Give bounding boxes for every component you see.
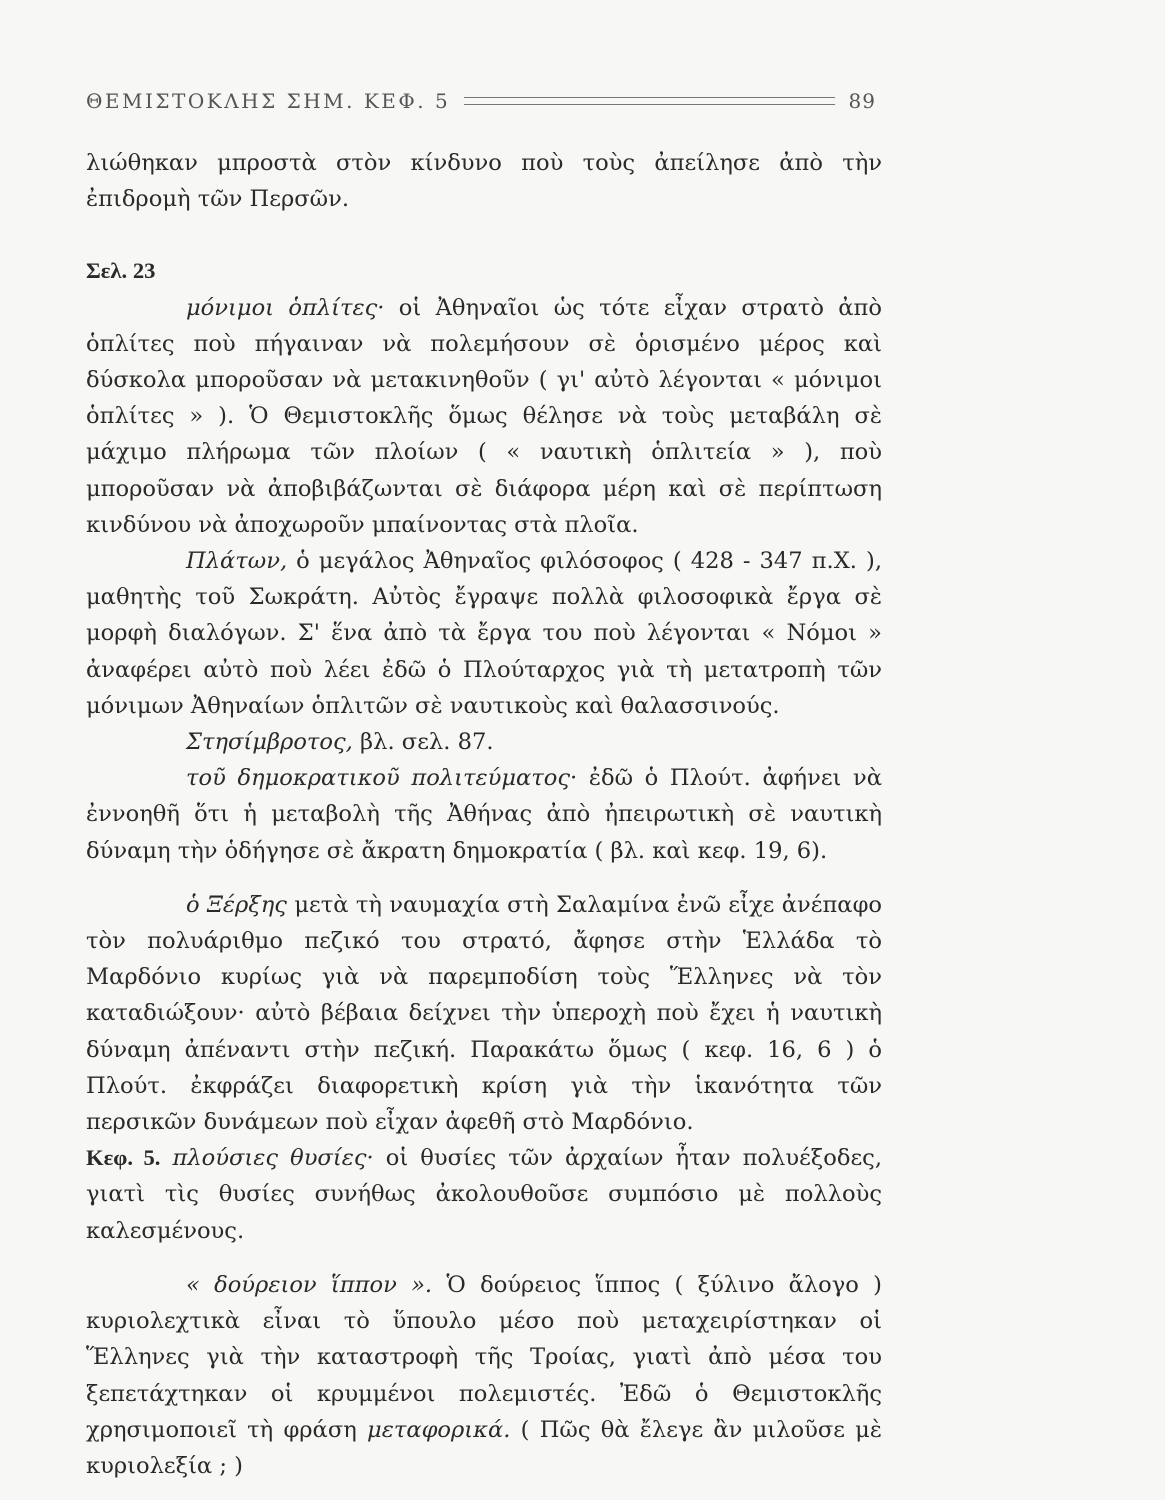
note-text: μετὰ τὴ ναυμαχία στὴ Σαλαμίνα ἐνῶ εἶχε ἀνέπαφο τὸν πολυάριθμο πεζικό του στρατό, ἄφησε στὴν Ἑλλάδα τὸ Μαρδόνιο κυρίως γιὰ νὰ παρεμποδίση τοὺς Ἕλληνες νὰ τὸν καταδιώξουν· αὐτὸ βέβαια δείχνει τὴν ὑπεροχὴ ποὺ ἔχει ἡ ναυτικὴ δύναμη ἀπέναντι στὴν πεζική. Παρακάτω ὅμως ( κεφ. 16, 6 ) ὁ Πλούτ. ἐκφράζει διαφορετικὴ κρίση γιὰ τὴν ἱκανότητα τῶν περσικῶν δυνάμεων ποὺ εἶχαν ἀφεθῆ στὸ Μαρδόνιο. (86, 891, 882, 1136)
lemma: μεταφορικά. (367, 1416, 511, 1443)
note-text: ( Πῶς θὰ ἔλεγε ἂν μιλοῦσε μὲ κυριολεξία ; ) (86, 1416, 882, 1479)
spacer (86, 869, 882, 887)
note-xerxes (86, 887, 882, 1140)
lemma: « δούρειον ἵππον ». (186, 1271, 433, 1298)
note-text: ἐδῶ ὁ Πλούτ. ἀφήνει νὰ ἐννοηθῆ ὅτι ἡ μεταβολὴ τῆς Ἀθήνας ἀπὸ ἠπειρωτικὴ σὲ ναυτικὴ δύναμη τὴν ὁδήγησε σὲ ἄκρατη δημοκρατία ( βλ. καὶ κεφ. 19, 6). (86, 765, 882, 864)
spacer (86, 1249, 882, 1267)
lemma: ὁ Ξέρξης (186, 891, 287, 918)
lemma: Πλάτων, (186, 548, 288, 575)
spacer (86, 217, 882, 253)
note-chapter-5-sacrifices (86, 1140, 882, 1249)
lemma: πλούσιες θυσίες· (160, 1145, 374, 1172)
note-text: οἱ θυσίες τῶν ἀρχαίων ἦταν πολυέξοδες, γιατὶ τὶς θυσίες συνήθως ἀκολουθοῦσε συμπόσιο μὲ πολλοὺς καλεσμένους. (86, 1145, 882, 1244)
note-stesimbrotos (86, 724, 882, 760)
paragraph-continued: λιώθηκαν μπροστὰ στὸν κίνδυνο ποὺ τοὺς ἀπείλησε ἀπὸ τὴν ἐπιδρομὴ τῶν Περσῶν. (86, 150, 882, 213)
note-text: βλ. σελ. 87. (352, 729, 494, 756)
chapter-heading-kef-5: Κεφ. 5. (86, 1145, 161, 1171)
lemma: μόνιμοι ὁπλίτες· (186, 294, 385, 321)
note-trojan-horse (86, 1267, 882, 1484)
note-text: Ὁ δούρειος ἵππος ( ξύλινο ἄλογο ) κυριολεχτικὰ εἶναι τὸ ὕπουλο μέσο ποὺ μεταχειρίστηκαν οἱ Ἕλληνες γιὰ τὴν καταστροφὴ τῆς Τροίας, γιατὶ ἀπὸ μέσα του ξεπετάχτηκαν οἱ κρυμμένοι πολεμιστές. Ἐδῶ ὁ Θεμιστοκλῆς χρησιμοποιεῖ τὴ φράση (86, 1271, 882, 1443)
running-title: ΘΕΜΙΣΤΟΚΛΗΣ ΣΗΜ. ΚΕΦ. 5 (86, 89, 451, 113)
note-text: ὁ μεγάλος Ἀθηναῖος φιλόσοφος ( 428 - 347 π.Χ. ), μαθητὴς τοῦ Σωκράτη. Αὐτὸς ἔγραψε πολλὰ φιλοσοφικὰ ἔργα σὲ μορφὴ διαλόγων. Σ' ἕνα ἀπὸ τὰ ἔργα του ποὺ λέγονται « Νόμοι » ἀναφέρει αὐτὸ ποὺ λέει ἐδῶ ὁ Πλούταρχος γιὰ τὴ μετατροπὴ τῶν μόνιμων Ἀθηναίων ὁπλιτῶν σὲ ναυτικοὺς καὶ θαλασσινούς. (86, 548, 882, 719)
note-democratic-regime (86, 760, 882, 869)
running-header (86, 84, 876, 118)
commentary-text (86, 145, 882, 1484)
lemma: Στησίμβροτος, (186, 729, 353, 756)
section-heading-sel-23: Σελ. 23 (86, 258, 156, 284)
page-number: 89 (848, 89, 876, 113)
lemma: τοῦ δημοκρατικοῦ πολιτεύματος· (186, 765, 578, 792)
note-platon (86, 543, 882, 724)
note-text: οἱ Ἀθηναῖοι ὡς τότε εἶχαν στρατὸ ἀπὸ ὁπλίτες ποὺ πήγαιναν νὰ πολεμήσουν σὲ ὁρισμένο μέρος καὶ δύσκολα μποροῦσαν νὰ μετακινηθοῦν ( γι' αὐτὸ λέγονται « μόνιμοι ὁπλίτες » ). Ὁ Θεμιστοκλῆς ὅμως θέλησε νὰ τοὺς μεταβάλη σὲ μάχιμο πλήρωμα τῶν πλοίων ( « ναυτικὴ ὁπλιτεία » ), ποὺ μποροῦσαν νὰ ἀποβιβάζωνται σὲ διάφορα μέρη καὶ σὲ περίπτωση κινδύνου νὰ ἀποχωροῦν μπαίνοντας στὰ πλοῖα. (86, 294, 882, 538)
note-monimoi-oplites (86, 290, 882, 543)
header-double-rule (464, 97, 834, 105)
